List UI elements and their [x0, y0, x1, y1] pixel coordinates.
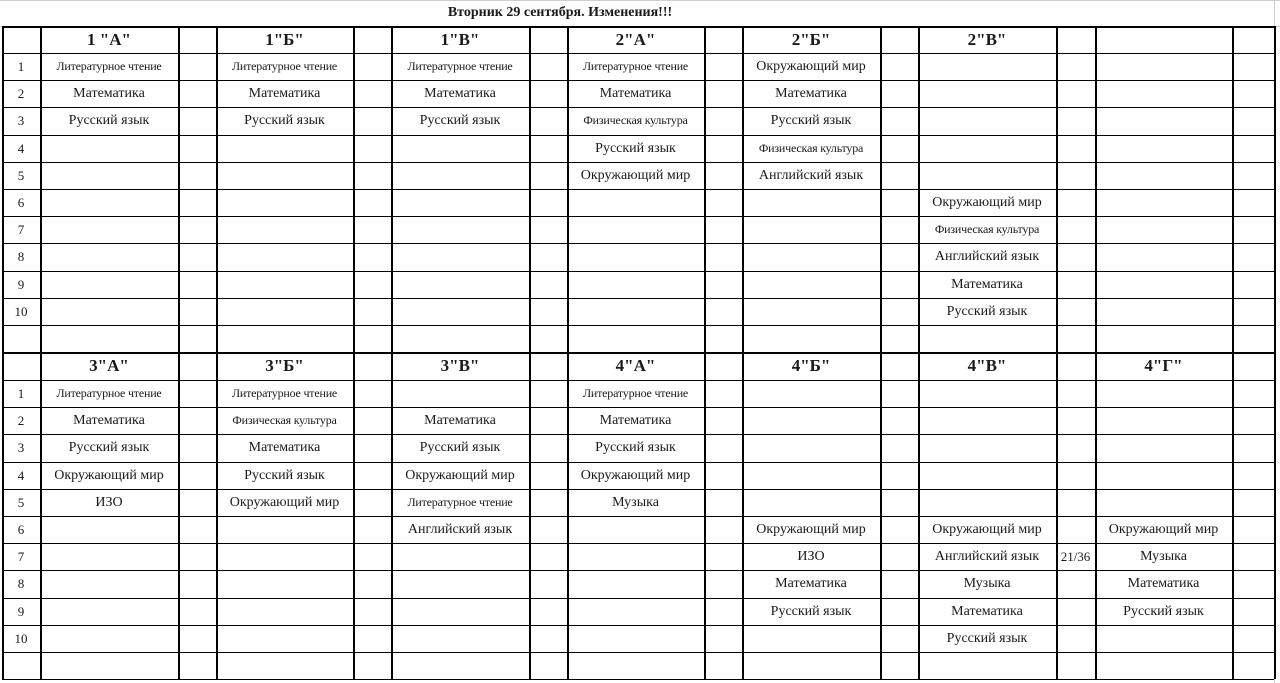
- bottom-class-header: 3"В": [440, 356, 480, 375]
- top-subject-cell: Математика: [73, 85, 145, 101]
- top-lesson-number: 1: [17, 58, 25, 74]
- bottom-class-header: 4"Г": [1144, 356, 1183, 375]
- top-subject-cell: Математика: [424, 85, 496, 101]
- bottom-col-line: [1056, 352, 1058, 679]
- bottom-col-line: [353, 352, 355, 679]
- bottom-subject-cell: Литературное чтение: [582, 386, 689, 400]
- top-subject-cell: Русский язык: [68, 112, 150, 128]
- top-class-header: [1095, 26, 1232, 53]
- bottom-subject-cell: Музыка: [1140, 548, 1187, 564]
- top-col-line: [1274, 26, 1276, 352]
- page-title: Вторник 29 сентября. Изменения!!!: [447, 5, 673, 20]
- top-subject-cell: Русский язык: [244, 112, 325, 128]
- bottom-lesson-number: 5: [17, 494, 25, 510]
- top-col-line: [880, 26, 882, 352]
- bottom-row-line: [2, 570, 1274, 571]
- top-col-line: [353, 26, 355, 352]
- bottom-subject-cell: Математика: [951, 603, 1023, 619]
- bottom-subject-cell: Музыка: [612, 494, 659, 510]
- bottom-row-line: [2, 679, 1274, 680]
- bottom-subject-cell: Физическая культура: [232, 413, 337, 427]
- bottom-subject-cell: Русский язык: [244, 467, 325, 483]
- bottom-subject-cell: Математика: [1127, 575, 1200, 591]
- bottom-lesson-number: 2: [17, 412, 25, 428]
- top-lesson-number: 5: [17, 167, 25, 183]
- top-class-header: 2"В": [967, 29, 1007, 49]
- top-subject-cell: Русский язык: [946, 303, 1028, 319]
- top-lesson-number: 6: [17, 194, 25, 210]
- top-col-line: [1056, 26, 1058, 352]
- bottom-subject-cell: Английский язык: [934, 548, 1040, 564]
- top-subject-cell: Русский язык: [595, 140, 676, 156]
- bottom-subject-cell: Окружающий мир: [932, 521, 1042, 537]
- bottom-subject-cell: Русский язык: [946, 630, 1028, 646]
- extra-note: 21/36: [1060, 548, 1091, 564]
- bottom-row-line: [2, 625, 1274, 626]
- top-row-line: [2, 298, 1274, 299]
- bottom-subject-cell: Литературное чтение: [56, 386, 162, 400]
- top-col-line: [704, 26, 706, 352]
- top-subject-cell: Английский язык: [758, 167, 864, 183]
- bottom-class-header: 4"А": [615, 356, 656, 375]
- top-class-header: 1"В": [440, 29, 480, 49]
- bottom-lesson-number: 3: [17, 439, 25, 455]
- top-subject-cell: Математика: [775, 85, 847, 101]
- top-subject-cell: Математика: [599, 85, 672, 101]
- bottom-row-line: [2, 516, 1274, 517]
- bottom-class-header: 4"В": [967, 356, 1007, 375]
- bottom-subject-cell: Окружающий мир: [54, 467, 164, 483]
- bottom-row-line: [2, 598, 1274, 599]
- bottom-class-header: 3"Б": [265, 356, 304, 375]
- bottom-lesson-number: 8: [17, 575, 25, 591]
- top-lesson-number: 9: [17, 276, 25, 292]
- top-row-line: [2, 243, 1274, 244]
- top-lesson-number: 2: [17, 85, 25, 101]
- top-subject-cell: Физическая культура: [934, 222, 1040, 236]
- top-subject-cell: Окружающий мир: [932, 194, 1042, 210]
- bottom-lesson-number: 10: [14, 630, 28, 646]
- bottom-subject-cell: Окружающий мир: [756, 521, 866, 537]
- top-lesson-number: 3: [17, 112, 25, 128]
- bottom-subject-cell: Математика: [599, 412, 672, 428]
- bottom-subject-cell: Окружающий мир: [229, 494, 340, 510]
- top-col-line: [178, 26, 180, 352]
- bottom-subject-cell: Математика: [775, 575, 847, 591]
- bottom-lesson-number: 4: [17, 467, 25, 483]
- top-subject-cell: Окружающий мир: [580, 167, 691, 183]
- top-lesson-number: 4: [17, 140, 25, 156]
- top-lesson-number: 10: [14, 303, 28, 319]
- top-subject-cell: Русский язык: [770, 112, 852, 128]
- top-subject-cell: Литературное чтение: [231, 59, 338, 73]
- top-class-header: 1 "А": [87, 29, 131, 49]
- bottom-subject-cell: Литературное чтение: [407, 495, 513, 509]
- bottom-subject-cell: ИЗО: [95, 494, 123, 510]
- bottom-subject-cell: Русский язык: [68, 439, 150, 455]
- bottom-subject-cell: Литературное чтение: [231, 386, 338, 400]
- bottom-col-line: [1232, 352, 1234, 679]
- top-subject-cell: Математика: [951, 276, 1023, 292]
- bottom-subject-cell: Математика: [248, 439, 321, 455]
- top-class-header: 2"А": [615, 29, 656, 49]
- bottom-subject-cell: Окружающий мир: [580, 467, 691, 483]
- top-row-line: [2, 189, 1274, 190]
- top-row-line: [2, 325, 1274, 326]
- bottom-subject-cell: Математика: [424, 412, 496, 428]
- bottom-col-line: [880, 352, 882, 679]
- top-subject-cell: Математика: [248, 85, 321, 101]
- bottom-subject-cell: Русский язык: [419, 439, 501, 455]
- bottom-lesson-number: 7: [17, 548, 25, 564]
- top-col-line: [529, 26, 531, 352]
- bottom-subject-cell: Русский язык: [1123, 603, 1204, 619]
- bottom-lesson-number: 1: [17, 385, 25, 401]
- top-lesson-number: 8: [17, 248, 25, 264]
- bottom-subject-cell: Математика: [73, 412, 145, 428]
- bottom-lesson-number: 6: [17, 521, 25, 537]
- bottom-col-line: [704, 352, 706, 679]
- top-subject-cell: Литературное чтение: [56, 59, 162, 73]
- bottom-row-line: [2, 652, 1274, 653]
- top-class-header: 2"Б": [791, 29, 831, 49]
- bottom-col-line: [178, 352, 180, 679]
- bottom-lesson-number: 9: [17, 603, 25, 619]
- top-row-line: [2, 271, 1274, 272]
- top-subject-cell: Русский язык: [419, 112, 501, 128]
- bottom-class-header: 4"Б": [791, 356, 831, 375]
- bottom-class-header: 3"А": [89, 356, 129, 375]
- bottom-subject-cell: Окружающий мир: [405, 467, 515, 483]
- top-subject-cell: Физическая культура: [583, 113, 688, 127]
- bottom-subject-cell: Окружающий мир: [1108, 521, 1219, 537]
- top-row-line: [2, 216, 1274, 217]
- top-col-line: [1232, 26, 1234, 352]
- top-subject-cell: Литературное чтение: [407, 59, 513, 73]
- top-lesson-number: 7: [17, 221, 25, 237]
- top-class-header: 1"Б": [265, 29, 304, 49]
- bottom-col-line: [1274, 352, 1276, 679]
- top-subject-cell: Литературное чтение: [582, 59, 689, 73]
- bottom-subject-cell: Музыка: [963, 575, 1011, 591]
- sheet-gridline: [0, 0, 1280, 1]
- top-subject-cell: Окружающий мир: [756, 58, 866, 74]
- top-subject-cell: Физическая культура: [758, 141, 864, 155]
- bottom-subject-cell: ИЗО: [797, 548, 825, 564]
- bottom-subject-cell: Английский язык: [407, 521, 513, 537]
- top-subject-cell: Английский язык: [934, 248, 1040, 264]
- bottom-subject-cell: Русский язык: [770, 603, 852, 619]
- bottom-col-line: [529, 352, 531, 679]
- bottom-subject-cell: Русский язык: [595, 439, 676, 455]
- top-col-line: [1095, 26, 1097, 352]
